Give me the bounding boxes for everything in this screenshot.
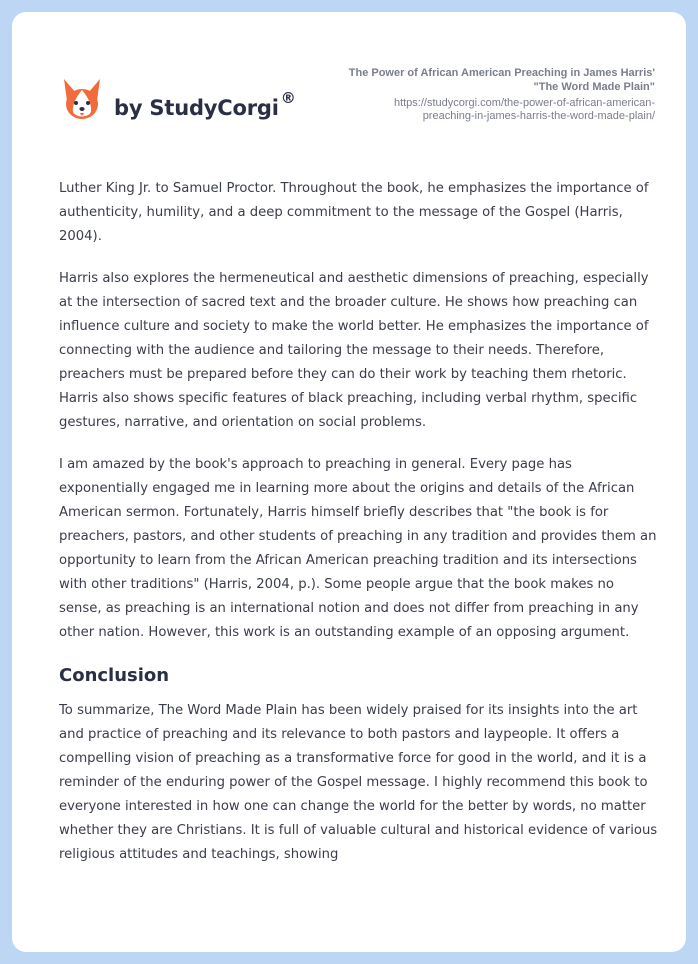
document-meta [295,66,655,123]
paragraph: To summarize, The Word Made Plain has been widely praised for its insights into the art and practice of preaching and its relevance to both pastors and laypeople. It offers a compelling vision of preaching as a transformative force for good in the world, and it is a reminder of the enduring power of the Gospel message. I highly recommend this book to everyone interested in how one can change the world for the better by words, no matter whether they are Christians. It is full of valuable cultural and historical evidence of various religious attitudes and teachings, showing [59,703,658,862]
studycorgi-logo[interactable] [60,76,296,122]
paragraph: I am amazed by the book's approach to preaching in general. Every page has exponentially engaged me in learning more about the origins and details of the African American sermon. Fortunately, Harris himself briefly describes that "the book is for preachers, pastors, and other students of preaching in any tradition and provides them an opportunity to learn from the African American preaching tradition and its intersections with other traditions" (Harris, 2004, p.). Some people argue that the book makes no sense, as preaching is an international notion and does not differ from preaching in any other nation. However, this work is an outstanding example of an opposing argument. [59,457,657,640]
paragraph: Harris also explores the hermeneutical and aesthetic dimensions of preaching, especially at the intersection of sacred text and the broader culture. He shows how preaching can influence culture and society to make the world better. He emphasizes the importance of connecting with the audience and tailoring the message to their needs. Therefore, preachers must be prepared before they can do their work by teaching them rhetoric. Harris also shows specific features of black preaching, including verbal rhythm, specific gestures, narrative, and orientation on social problems. [59,271,649,430]
corgi-logo-icon [60,76,104,122]
document-url[interactable]: https://studycorgi.com/the-power-of-african-american- preaching-in-james-harris-the-word-made-plain/ [393,97,655,122]
document-title: The Power of African American Preaching in James Harris' "The Word Made Plain" [348,67,655,93]
document-body [59,177,659,885]
paragraph: Luther King Jr. to Samuel Proctor. Throughout the book, he emphasizes the importance of authenticity, humility, and a deep commitment to the message of the Gospel (Harris, 2004). [59,181,649,244]
registered-mark: ® [280,88,296,107]
brand-name: by StudyCorgi ® [114,88,296,120]
section-heading: Conclusion [59,665,170,686]
document-page [12,12,686,952]
